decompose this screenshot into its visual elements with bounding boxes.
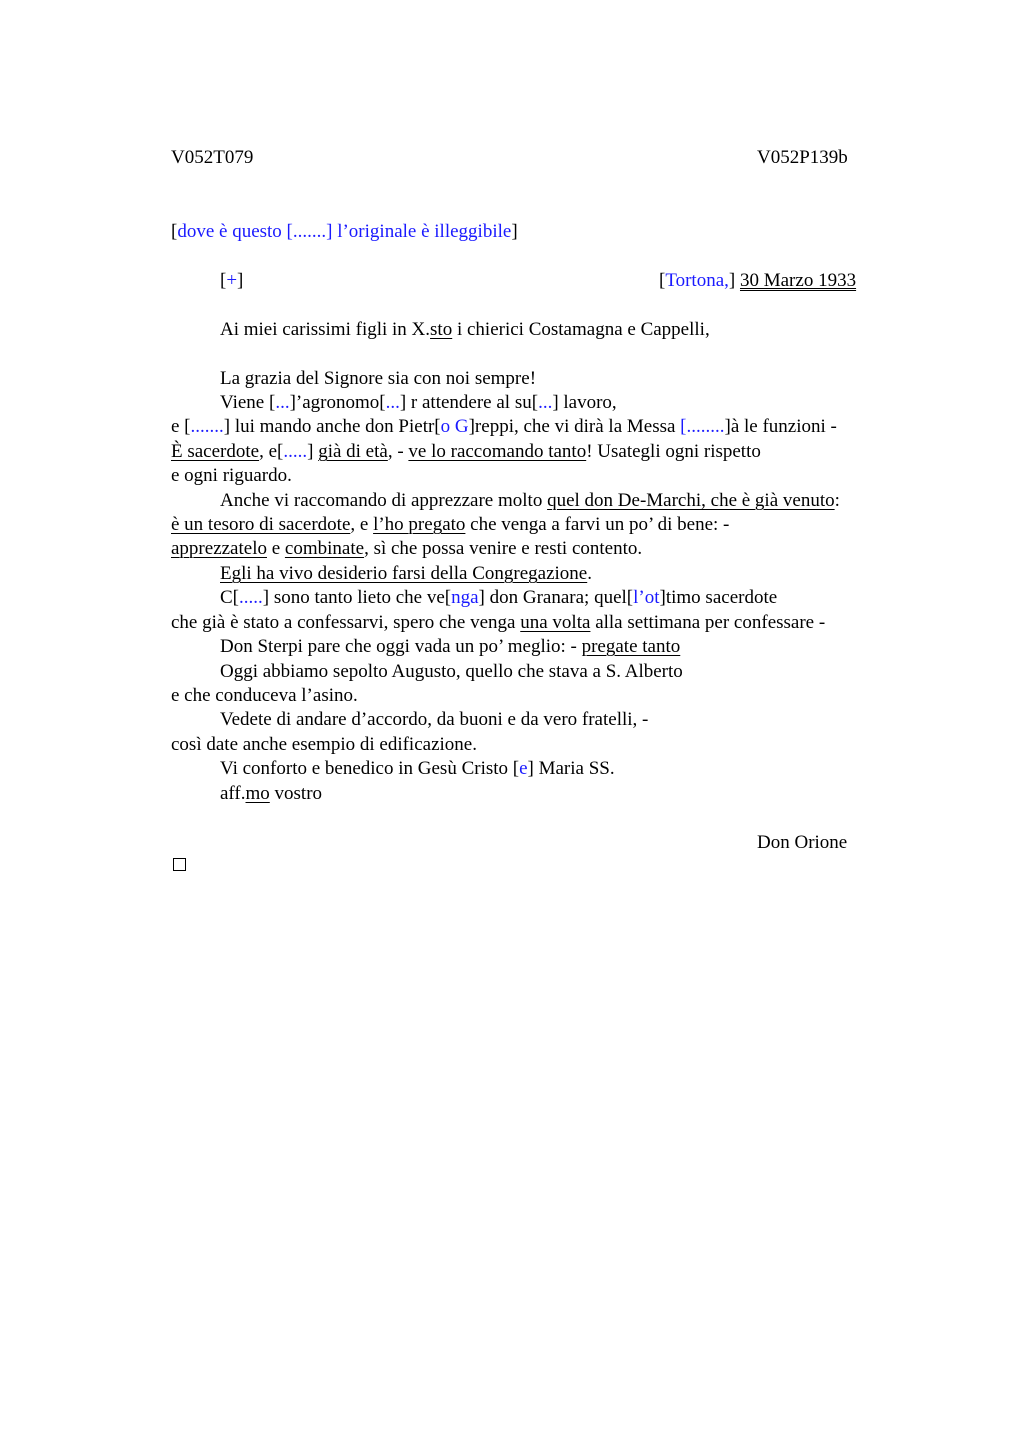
body-line-4: È sacerdote, e[.....] già di età, - ve lo raccomando tanto! Usategli ogni rispetto: [171, 441, 761, 462]
body-line-6: Anche vi raccomando di apprezzare molto quel don De-Marchi, che è già venuto:: [220, 490, 840, 511]
body-line-16: così date anche esempio di edificazione.: [171, 734, 477, 755]
header-right-code: V052P139b: [757, 147, 848, 168]
body-line-12: Don Sterpi pare che oggi vada un po’ meglio: - pregate tanto: [220, 636, 681, 657]
body-line-18: aff.mo vostro: [220, 783, 323, 804]
signature: Don Orione: [757, 832, 848, 853]
body-line-13: Oggi abbiamo sepolto Augusto, quello che stava a S. Alberto: [220, 661, 683, 682]
header-left-code: V052T079: [171, 147, 254, 168]
editor-note-text: dove è questo [.......] l’originale è illeggibile: [177, 221, 512, 242]
body-line-1: La grazia del Signore sia con noi sempre!: [220, 368, 537, 389]
body-line-15: Vedete di andare d’accordo, da buoni e da vero fratelli, -: [220, 709, 649, 730]
body-line-11: che già è stato a confessarvi, spero che venga una volta alla settimana per confessare -: [171, 612, 826, 633]
body-line-10: C[.....] sono tanto lieto che ve[nga] don Granara; quel[l’ot]timo sacerdote: [220, 587, 778, 608]
body-line-5: e ogni riguardo.: [171, 465, 292, 486]
body-line-2: Viene [...]’agronomo[...] r attendere al su[...] lavoro,: [220, 392, 617, 413]
heading-place-date: [Tortona,] 30 Marzo 1933: [659, 270, 857, 291]
salutation: Ai miei carissimi figli in X.sto i chierici Costamagna e Cappelli,: [220, 319, 710, 340]
heading-mark: [+]: [220, 270, 244, 291]
body-line-14: e che conduceva l’asino.: [171, 685, 358, 706]
body-line-7: è un tesoro di sacerdote, e l’ho pregato che venga a farvi un po’ di bene: -: [171, 514, 730, 535]
body-line-17: Vi conforto e benedico in Gesù Cristo [e] Maria SS.: [220, 758, 615, 779]
heading-place: Tortona,: [665, 270, 729, 291]
body-line-3: e [.......] lui mando anche don Pietr[o G]reppi, che vi dirà la Messa [........]à le funzioni -: [171, 416, 837, 437]
editor-note: [dove è questo [.......] l’originale è illeggibile]: [171, 221, 518, 242]
heading-date: 30 Marzo 1933: [739, 270, 857, 291]
body-line-8: apprezzatelo e combinate, sì che possa venire e resti contento.: [171, 538, 643, 559]
body-line-9: Egli ha vivo desiderio farsi della Congregazione.: [220, 563, 592, 584]
end-square-icon: [173, 858, 186, 871]
